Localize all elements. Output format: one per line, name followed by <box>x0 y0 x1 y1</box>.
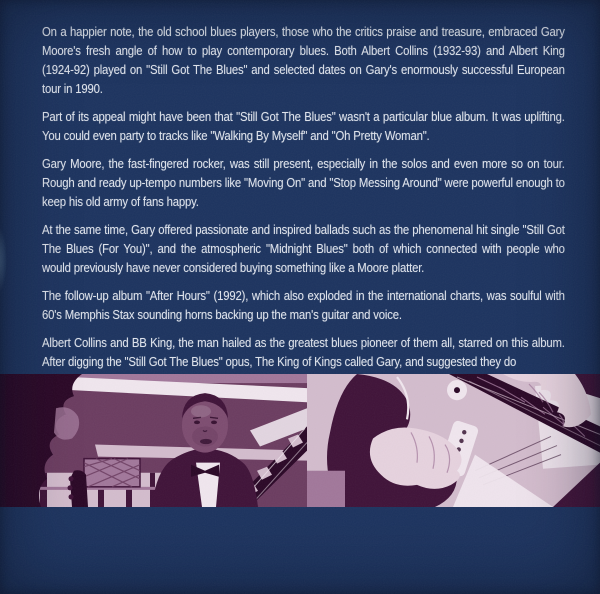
photo-bb-king-scene <box>0 374 307 507</box>
toggle-switch-washer <box>447 380 467 400</box>
liner-notes-paragraph: At the same time, Gary offered passionate and inspired ballads such as the phenomenal hit single "Still Got The Blues (For You)", and the atmospheric "Midnight Blues" both of which connected with people who would previously have never considered buying something like a Moore platter. <box>42 222 565 275</box>
liner-notes-paragraph: Part of its appeal might have been that "Still Got The Blues" wasn't a particular blue album. It was uplifting. You could even party to tracks like "Walking By Myself" and "Oh Pretty Woman". <box>42 109 565 143</box>
photo-guitar-closeup <box>307 374 600 507</box>
liner-notes-paragraph: The follow-up album "After Hours" (1992), which also exploded in the international charts, was soulful with 60's Memphis Stax sounding horns backing up the man's guitar and voice. <box>42 288 565 322</box>
liner-notes-paragraph: Albert Collins and BB King, the man hailed as the greatest blues pioneer of them all, starred on this album. After digging the "Still Got The Blues" opus, The King of Kings called Gary, and suggested they do <box>42 335 565 369</box>
lattice-panel <box>84 459 140 487</box>
foreground-shadow-area <box>307 471 345 507</box>
liner-notes-paragraph: Gary Moore, the fast-fingered rocker, was still present, especially in the solos and even more so on tour. Rough and ready up-tempo numbers like "Moving On" and "Stop Messing Around" were powerful enough to keep his old army of fans happy. <box>42 156 565 209</box>
liner-notes <box>42 22 565 371</box>
photo-strip <box>0 374 600 507</box>
scan-flare-artifact <box>0 225 7 295</box>
liner-notes-paragraph: On a happier note, the old school blues players, those who the critics praise and treasure, embraced Gary Moore's fresh angle of how to play contemporary blues. Both Albert Collins (1932-93) and Albert King (1924-92) played on "Still Got The Blues" and selected dates on Gary's enormously successful European tour in 1990. <box>42 24 565 96</box>
